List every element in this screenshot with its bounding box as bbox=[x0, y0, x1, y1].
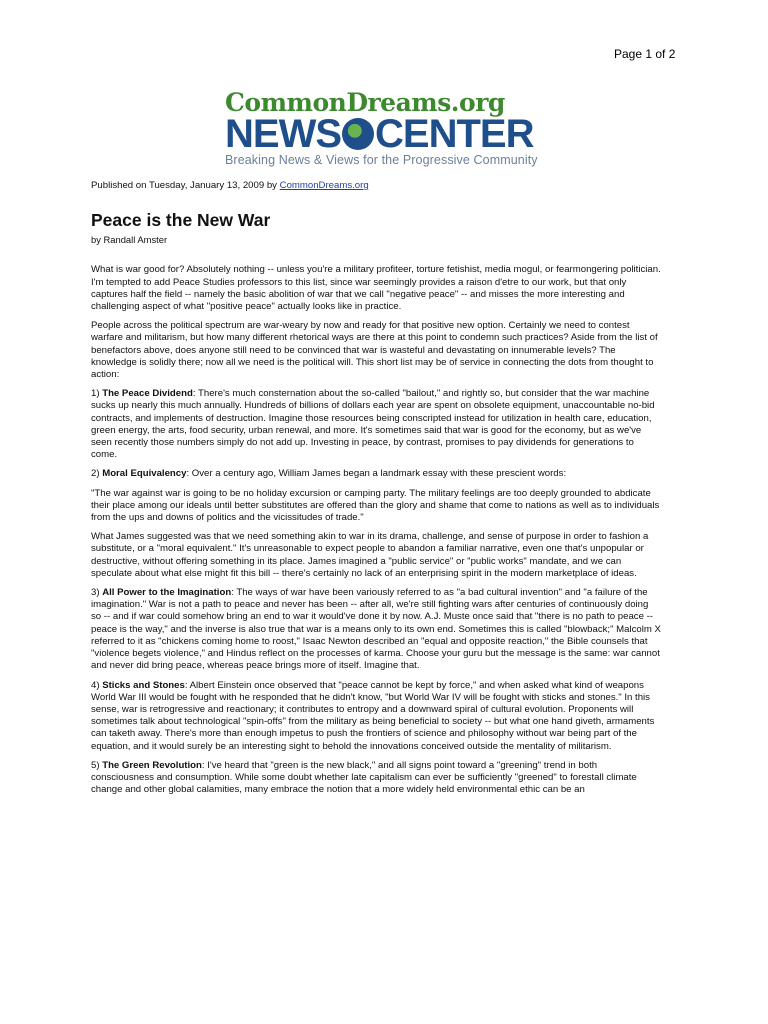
section-peace-dividend bbox=[91, 388, 661, 461]
logo-center-text: CENTER bbox=[375, 112, 534, 156]
section-number: 2) bbox=[91, 468, 103, 480]
section-number: 3) bbox=[91, 587, 103, 599]
section-number: 1) bbox=[91, 388, 103, 400]
section-body: : The ways of war have been variously referred to as "a bad cultural invention" and "a failure of the imagination." War is not a path to peace and never has been -- after all, we're still fighting wars after centuries of continuously doing so -- and if war could somehow bring an end to war it would've done it by now. A.J. Muste once said that "there is no path to peace -- peace is the way," and the inverse is also true that war is a means only to its own end. Sometimes this is called "blowback;" Malcolm X referred to it as "chickens coming home to roost," Isaac Newton described an "equal and opposite reaction," the Bible counsels that "violence begets violence," and Hindus reflect on the processes of karma. Choose your guru but the message is the same: war cannot and never did bring peace, whereas peace brings more of itself. Imagine that. bbox=[91, 587, 661, 672]
quote-james: "The war against war is going to be no holiday excursion or camping party. The military feelings are too deeply grounded to abdicate their place among our ideals until better substitutes are offered than the glory and shame that come to nations as well as to individuals from the ups and downs of politics and the vicissitudes of trade." bbox=[91, 487, 660, 524]
section-imagination bbox=[91, 587, 661, 672]
paragraph-james: What James suggested was that we need something akin to war in its drama, challenge, and sense of purpose in order to fashion a substitute, or a "moral equivalent." It's unreasonable to expect people to abandon a familiar narrative, even one that's unpopular or destructive, without offering something in its place. James imagined a "public service" or "public works" mandate, and we can speculate about what else might fit this bill -- there's certainly no lack of an enterprising spirit in the modern marketplace of ideas. bbox=[91, 531, 649, 579]
article-title: Peace is the New War bbox=[91, 210, 271, 231]
section-green-revolution bbox=[91, 760, 661, 797]
logo-site-name: CommonDreams.org bbox=[225, 88, 505, 117]
published-date: Published on Tuesday, January 13, 2009 by bbox=[91, 180, 280, 191]
section-body: : There's much consternation about the so-called "bailout," and rightly so, but consider that the war machine sucks up nearly this much annually. Hundreds of billions of dollars each year are spent on obsolete equipment, unaccountable no-bid contracts, and implements of destruction. Imagine those resources being conscripted instead for utilization in health care, education, green energy, the arts, food security, urban renewal, and more. It's sometimes said that war is good for the economy, but as we've seen recently those numbers simply do not add up. Investing in peace, by contrast, promises to pay dividends for generations to come. bbox=[91, 388, 655, 461]
paragraph-spectrum: People across the political spectrum are war-weary by now and ready for that positive new option. Certainly we need to contest warfare and militarism, but how many different rhetorical ways are there at this point to condemn such practices? Aside from the list of benefactors above, does anyone still need to be convinced that war is wasteful and devastating on innumerable levels? The knowledge is solidly there; now all we need is the political will. This short list may be of service in connecting the dots from thought to action: bbox=[91, 320, 658, 381]
logo-tagline: Breaking News & Views for the Progressive Community bbox=[225, 153, 538, 167]
article bbox=[91, 180, 661, 803]
section-heading: The Green Revolution bbox=[102, 759, 202, 771]
section-body: : Albert Einstein once observed that "peace cannot be kept by force," and when asked what kind of weapons World War III would be fought with he responded that he didn't know, "but World War IV will be fought with sticks and stones." In this sense, war is retrogressive and reactionary; it contributes to entropy and a downward spiral of cultural evolution. Proponents will sometimes talk about technological "spin-offs" from the military as being beneficial to society -- but what one hand giveth, armaments can taketh away. There's more than enough impetus to push the frontiers of science and philosophy without war being part of the equation, and it would surely be an interesting sight to behold the innovations conceived outside the mentality of militarism. bbox=[91, 679, 655, 752]
page-number: Page 1 of 2 bbox=[614, 47, 676, 61]
byline: by Randall Amster bbox=[91, 234, 168, 246]
section-number: 4) bbox=[91, 679, 103, 691]
paragraph-intro: What is war good for? Absolutely nothing -- unless you're a military profiteer, torture fetishist, media mogul, or fearmongering politician. I'm tempted to add Peace Studies professors to this list, since war seemingly provides a raison d'etre to our work, but that only captures half the field -- namely the basic abolition of war that we call "negative peace" -- and misses the more interesting and challenging aspect of what "positive peace" actually looks like in practice. bbox=[91, 264, 661, 313]
section-heading: The Peace Dividend bbox=[102, 388, 193, 400]
site-logo[interactable] bbox=[225, 90, 555, 167]
section-heading: All Power to the Imagination bbox=[102, 587, 232, 599]
section-number: 5) bbox=[91, 759, 103, 771]
publication-line bbox=[91, 180, 661, 192]
source-link[interactable]: CommonDreams.org bbox=[279, 180, 369, 191]
logo-newscenter bbox=[225, 112, 555, 156]
section-sticks-stones bbox=[91, 680, 661, 753]
globe-icon bbox=[342, 118, 374, 150]
logo-news-text: NEWS bbox=[225, 112, 341, 156]
section-heading: Sticks and Stones bbox=[102, 679, 185, 691]
section-body: : I've heard that "green is the new black," and all signs point toward a "greening" trend in both consciousness and consumption. While some doubt whether late capitalism can ever be sufficiently "greened" to forestall climate change and other global calamities, many embrace the notion that a more widely held environmental ethic can be an bbox=[91, 759, 637, 796]
section-heading: Moral Equivalency bbox=[102, 468, 187, 480]
section-moral-equivalency bbox=[91, 468, 661, 480]
section-body: : Over a century ago, William James began a landmark essay with these prescient words: bbox=[186, 468, 567, 480]
